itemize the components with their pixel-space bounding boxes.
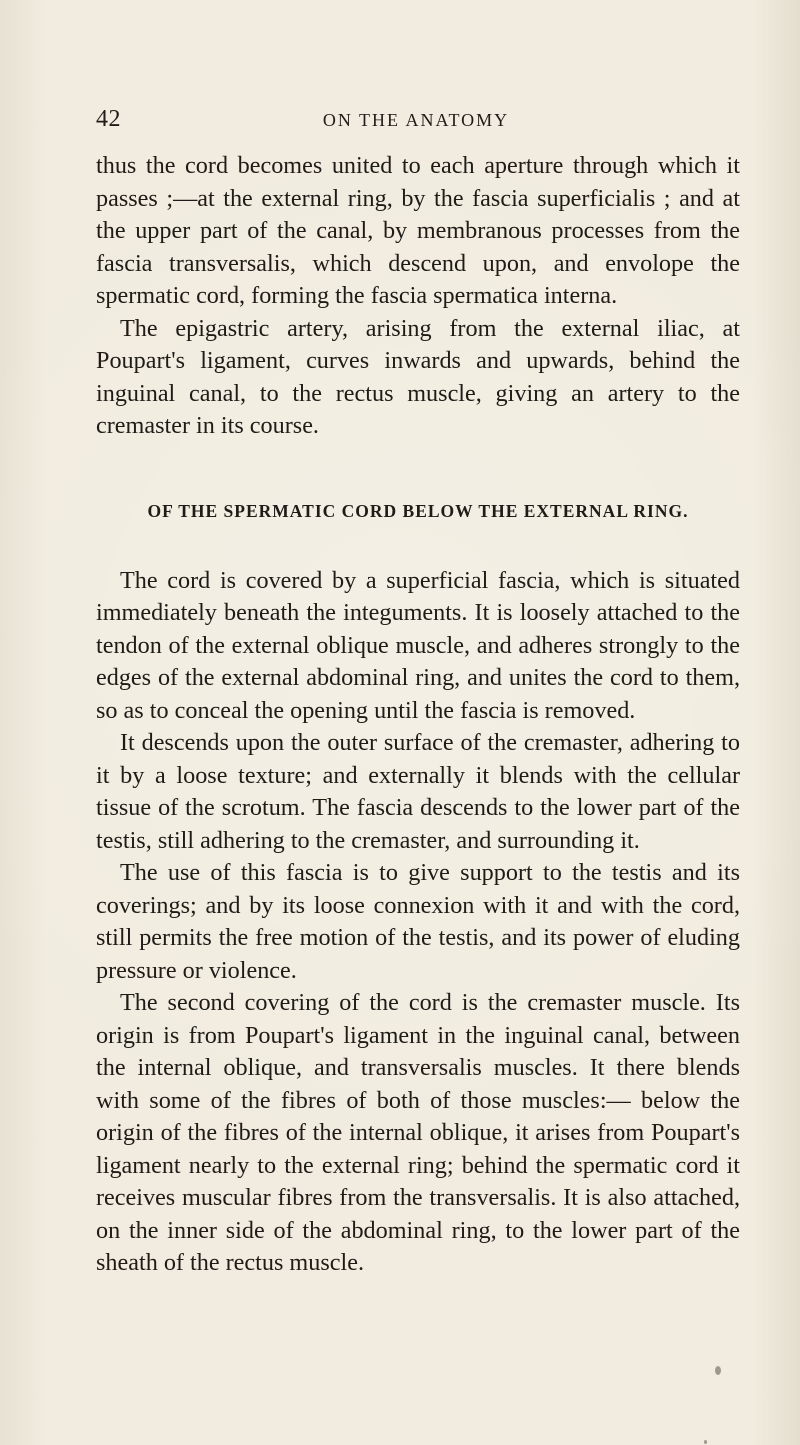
running-head: ON THE ANATOMY bbox=[322, 110, 510, 130]
paper-speck bbox=[704, 1440, 707, 1444]
page-header bbox=[96, 102, 736, 142]
section-heading: OF THE SPERMATIC CORD BELOW THE EXTERNAL RING. bbox=[147, 500, 689, 521]
paragraph-cord-aperture: thus the cord becomes united to each aperture through which it passes ;—at the external ring, by the fascia superficialis ; and at the upper part of the canal, by membranous processes from the fascia transversalis, which descend upon, and envolope the spermatic cord, forming the fascia spermatica interna. bbox=[96, 152, 740, 309]
paper-speck bbox=[715, 1366, 721, 1375]
paragraph-outer-surface: It descends upon the outer surface of the cremaster, adhering to it by a loose texture; and externally it blends with the cellular tissue of the scrotum. The fascia descends to the lower part of the testis, still adhering to the cremaster, and surrounding it. bbox=[96, 729, 740, 854]
paragraph-epigastric-artery: The epigastric artery, arising from the external iliac, at Poupart's ligament, curves inwards and upwards, behind the inguinal canal, to the rectus muscle, giving an artery to the cremaster in its course. bbox=[96, 314, 740, 439]
paragraph-superficial-fascia: The cord is covered by a superficial fascia, which is situated immediately beneath the integuments. It is loosely attached to the tendon of the external oblique muscle, and adheres strongly to the edges of the external abdominal ring, and unites the cord to them, so as to conceal the opening until the fascia is removed. bbox=[96, 566, 740, 724]
page-body bbox=[96, 150, 740, 1280]
page-number: 42 bbox=[96, 106, 121, 132]
paragraph-cremaster-muscle: The second covering of the cord is the cremaster muscle. Its origin is from Poupart's ligament in the inguinal canal, between the internal oblique, and transversalis muscles. It there blends with some of the fibres of both of those muscles:— below the origin of the fibres of the internal oblique, it arises from Poupart's ligament nearly to the external ring; behind the spermatic cord it receives muscular fibres from the transversalis. It is also attached, on the inner side of the abdominal ring, to the lower part of the sheath of the rectus muscle. bbox=[96, 989, 740, 1276]
paragraph-use-of-fascia: The use of this fascia is to give support to the testis and its coverings; and by its loose connexion with it and with the cord, still permits the free motion of the testis, and its power of eluding pressure or violence. bbox=[96, 859, 740, 984]
